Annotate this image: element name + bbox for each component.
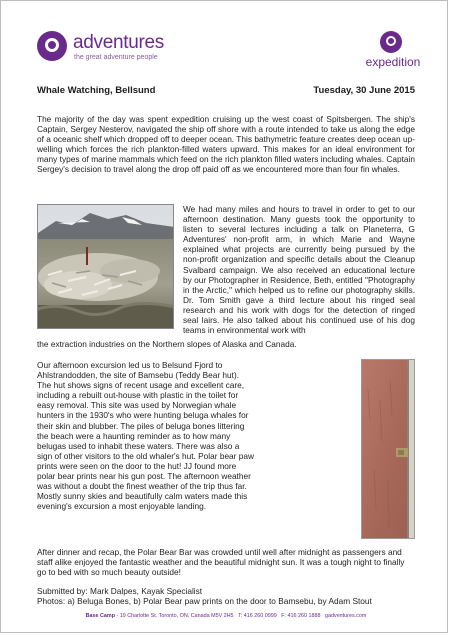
paragraph-excursion: Our afternoon excursion led us to Belsund Fjord to Ahlstrandodden, the site of Bamsebu (Teddy Bear hut). The hut shows signs of recent usage and excellent care, including a rebuilt out-house with plastic in the toilet for easy removal. This site was used by Norwegian whale hunters in the 1930's who were hunting beluga whales for their skin and blubber. The piles of beluga bones littering the beach were a haunting reminder as to how many belugas used to inhabit these waters. There was also a sign of other visitors to the old whaler's hut. Polar bear paw prints were seen on the door to the hut! JJ found more polar bear prints near his gun post. The afternoon weather was without a doubt the finest weather of the trip thus far. Mostly sunny skies and beautifully calm waters made this evening's excursion a most enjoyable landing. bbox=[37, 360, 254, 512]
brand-tagline: the great adventure people bbox=[74, 54, 158, 61]
footer-contact bbox=[37, 613, 415, 619]
footer-phone: T: 416 260 0999 bbox=[238, 613, 277, 619]
beluga-bones-photo bbox=[37, 204, 174, 329]
footer-website[interactable]: gadventures.com bbox=[325, 613, 367, 619]
paragraph-whales: The majority of the day was spent expedition cruising up the west coast of Spitsbergen. The ship's Captain, Sergey Nesterov, navigated the ship off shore with a route intended to take us along the edge of a oceanic shelf which dropped off to deeper ocean. This bathymetric feature creates deep ocean up-welling which forces the rich plankton-filled waters upward. This makes for an ideal environment for many types of marine mammals which feed on the rich plankton filled waters including whales. Captain Sergey's decision to travel along the drop off paid off as we encountered more than four fin whales. bbox=[37, 114, 415, 175]
credits-block bbox=[37, 586, 415, 606]
paragraph-evening: After dinner and recap, the Polar Bear Bar was crowded until well after midnight as passengers and staff alike enjoyed the fantastic weather and the beautiful midnight sun. It was a tough night to finally go to bed with so much beauty outside! bbox=[37, 547, 405, 578]
footer-label: Base Camp bbox=[85, 613, 115, 619]
paragraph-lectures-continued: the extraction industries on the Northern slopes of Alaska and Canada. bbox=[37, 339, 297, 349]
footer-address: - 19 Charlotte St. Toronto, ON, Canada M5V 2H5 bbox=[115, 613, 234, 619]
brand-name: adventures bbox=[73, 32, 165, 53]
g-logo-icon bbox=[37, 31, 67, 61]
report-date: Tuesday, 30 June 2015 bbox=[313, 85, 415, 96]
expedition-logo bbox=[363, 31, 423, 71]
report-title: Whale Watching, Bellsund bbox=[37, 85, 156, 96]
paw-prints-door-photo bbox=[361, 359, 415, 539]
g-adventures-logo bbox=[37, 31, 187, 67]
expedition-wordmark: expedition bbox=[365, 55, 421, 69]
paragraph-lectures: We had many miles and hours to travel in order to get to our afternoon destination. Many guests took the opportunity to listen to several lectures including a talk on Planeterra, G Adventures' non-profit arm, in which Marie and Wayne explained what projects are currently being pursued by the non-profit organization and specific details about the Cleanup Svalbard campaign. We also received an educational lecture by our Photographer in Residence, Beth, entitled "Photography in the Arctic," which helped us to refine our photography skills. Dr. Tom Smith gave a third lecture about his ringed seal research and his work with dogs for the detection of ringed seal lairs. He also talked about his continued use of his dog teams in environmental work with bbox=[183, 204, 415, 336]
footer-fax: F: 416 260 1888 bbox=[281, 613, 321, 619]
submitted-by: Submitted by: Mark Dalpes, Kayak Specialist bbox=[37, 586, 203, 596]
g-logo-small-icon bbox=[380, 31, 402, 53]
photo-credits: Photos: a) Beluga Bones, b) Polar Bear paw prints on the door to Bamsebu, by Adam Stout bbox=[37, 596, 372, 607]
